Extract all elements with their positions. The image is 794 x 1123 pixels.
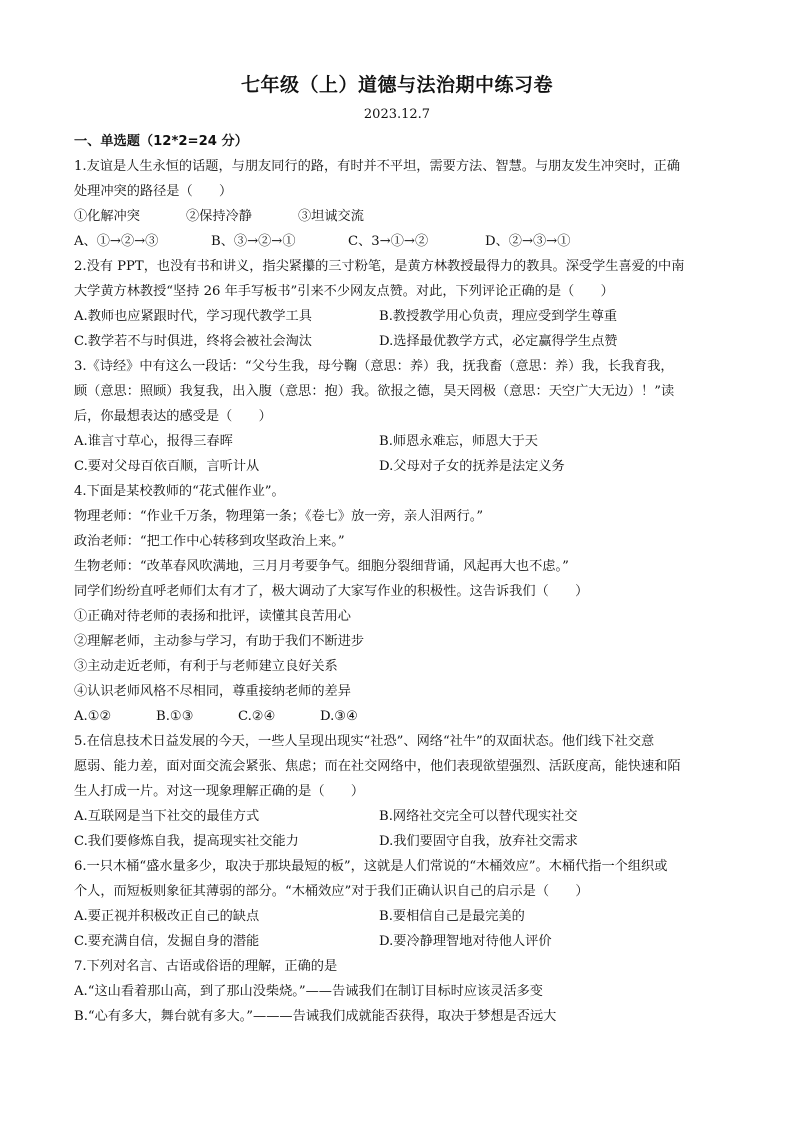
question-1 bbox=[74, 154, 724, 254]
page-title: 七年级（上）道德与法治期中练习卷 bbox=[240, 74, 553, 96]
question-text: 物理老师：“作业千万条，物理第一条；《卷七》放一旁，亲人泪两行。” bbox=[74, 509, 484, 524]
option-c: C.②④ bbox=[238, 709, 276, 724]
option-b: B.师恩永难忘，师恩大于天 bbox=[379, 434, 538, 449]
question-text: 2.没有 PPT，也没有书和讲义，指尖紧攥的三寸粉笔，是黄方林教授最得力的教具。深受学生喜爱的中南 bbox=[74, 259, 685, 274]
question-5 bbox=[74, 729, 724, 854]
option-a: A.①② bbox=[74, 709, 112, 724]
option-c: C.要对父母百依百顺，言听计从 bbox=[74, 459, 260, 474]
option-d: D、②→③→① bbox=[485, 234, 571, 249]
statement-item: ②理解老师，主动参与学习，有助于我们不断进步 bbox=[74, 634, 365, 649]
statement-item: ①化解冲突 bbox=[74, 209, 140, 224]
option-c: C.教学若不与时俱进，终将会被社会淘汰 bbox=[74, 334, 312, 349]
statement-row bbox=[74, 204, 724, 229]
options-row bbox=[74, 929, 724, 954]
option-b: B.①③ bbox=[156, 709, 194, 724]
question-4 bbox=[74, 479, 724, 729]
option-c: C、3→①→② bbox=[348, 234, 429, 249]
option-a: A.教师也应紧跟时代，学习现代教学工具 bbox=[74, 309, 312, 324]
option-a: A.谁言寸草心，报得三春晖 bbox=[74, 434, 233, 449]
exam-content bbox=[74, 129, 724, 1029]
question-text: 1.友谊是人生永恒的话题，与朋友同行的路，有时并不平坦，需要方法、智慧。与朋友发生冲突时，正确 bbox=[74, 159, 681, 174]
exam-date: 2023.12.7 bbox=[363, 107, 431, 122]
option-b: B.要相信自己是最完美的 bbox=[379, 909, 525, 924]
question-2 bbox=[74, 254, 724, 354]
options-row bbox=[74, 329, 724, 354]
option-b: B.“心有多大，舞台就有多大。”———告诫我们成就能否获得，取决于梦想是否远大 bbox=[74, 1009, 557, 1024]
options-row bbox=[74, 229, 724, 254]
question-text: 大学黄方林教授“坚持 26 年手写板书”引来不少网友点赞。对此，下列评论正确的是（ ） bbox=[74, 284, 614, 299]
question-text: 生物老师：“改革春风吹满地，三月月考要争气。细胞分裂细背诵，风起再大也不虑。” bbox=[74, 559, 569, 574]
question-text: 愿弱、能力差，面对面交流会紧张、焦虑；而在社交网络中，他们表现欲望强烈、活跃度高，能快速和陌 bbox=[74, 759, 681, 774]
statement-item: ①正确对待老师的表扬和批评，读懂其良苦用心 bbox=[74, 609, 351, 624]
question-text: 3.《诗经》中有这么一段话：“父兮生我，母兮鞠（意思：养）我，抚我畜（意思：养）我，长我育我， bbox=[74, 359, 674, 374]
question-text: 7.下列对名言、古语或俗语的理解，正确的是 bbox=[74, 959, 338, 974]
option-d: D.我们要固守自我，放弃社交需求 bbox=[379, 834, 578, 849]
option-a: A.“这山看着那山高，到了那山没柴烧。”——告诫我们在制订目标时应该灵活多变 bbox=[74, 984, 543, 999]
option-a: A.互联网是当下社交的最佳方式 bbox=[74, 809, 260, 824]
option-b: B.教授教学用心负责，理应受到学生尊重 bbox=[379, 309, 618, 324]
statement-item: ③主动走近老师，有利于与老师建立良好关系 bbox=[74, 659, 338, 674]
question-text: 顾（意思：照顾）我复我，出入腹（意思：抱）我。欲报之德，昊天罔极（意思：天空广大无边）！”读 bbox=[74, 384, 675, 399]
options-row bbox=[74, 904, 724, 929]
option-d: D.要冷静理智地对待他人评价 bbox=[379, 934, 552, 949]
question-text: 生人打成一片。对这一现象理解正确的是（ ） bbox=[74, 784, 365, 799]
option-c: C.要充满自信，发掘自身的潜能 bbox=[74, 934, 260, 949]
question-text: 6.一只木桶“盛水量多少，取决于那块最短的板”，这就是人们常说的“木桶效应”。木桶代指一个组织或 bbox=[74, 859, 668, 874]
question-text: 个人，而短板则象征其薄弱的部分。“木桶效应”对于我们正确认识自己的启示是（ ） bbox=[74, 884, 589, 899]
question-7 bbox=[74, 954, 724, 1029]
option-d: D.父母对子女的抚养是法定义务 bbox=[379, 459, 565, 474]
options-row bbox=[74, 304, 724, 329]
option-d: D.③④ bbox=[320, 709, 358, 724]
options-row bbox=[74, 704, 724, 729]
options-row bbox=[74, 804, 724, 829]
statement-item: ④认识老师风格不尽相同，尊重接纳老师的差异 bbox=[74, 684, 351, 699]
option-b: B.网络社交完全可以替代现实社交 bbox=[379, 809, 578, 824]
question-text: 同学们纷纷直呼老师们太有才了，极大调动了大家写作业的积极性。这告诉我们（ ） bbox=[74, 584, 589, 599]
question-3 bbox=[74, 354, 724, 479]
statement-item: ③坦诚交流 bbox=[298, 209, 364, 224]
option-c: C.我们要修炼自我，提高现实社交能力 bbox=[74, 834, 299, 849]
option-a: A、①→②→③ bbox=[74, 234, 159, 249]
options-row bbox=[74, 429, 724, 454]
question-text: 处理冲突的路径是（ ） bbox=[74, 184, 233, 199]
options-row bbox=[74, 454, 724, 479]
question-text: 后，你最想表达的感受是（ ） bbox=[74, 409, 272, 424]
statement-item: ②保持冷静 bbox=[186, 209, 252, 224]
question-text: 5.在信息技术日益发展的今天，一些人呈现出现实“社恐”、网络“社牛”的双面状态。他们线下社交意 bbox=[74, 734, 655, 749]
option-a: A.要正视并积极改正自己的缺点 bbox=[74, 909, 260, 924]
question-text: 政治老师：“把工作中心转移到攻坚政治上来。” bbox=[74, 534, 345, 549]
section-heading: 一、单选题（12*2=24 分） bbox=[74, 134, 248, 149]
question-6 bbox=[74, 854, 724, 954]
option-b: B、③→②→① bbox=[211, 234, 296, 249]
question-text: 4.下面是某校教师的“花式催作业”。 bbox=[74, 484, 285, 499]
option-d: D.选择最优教学方式，必定赢得学生点赞 bbox=[379, 334, 618, 349]
options-row bbox=[74, 829, 724, 854]
